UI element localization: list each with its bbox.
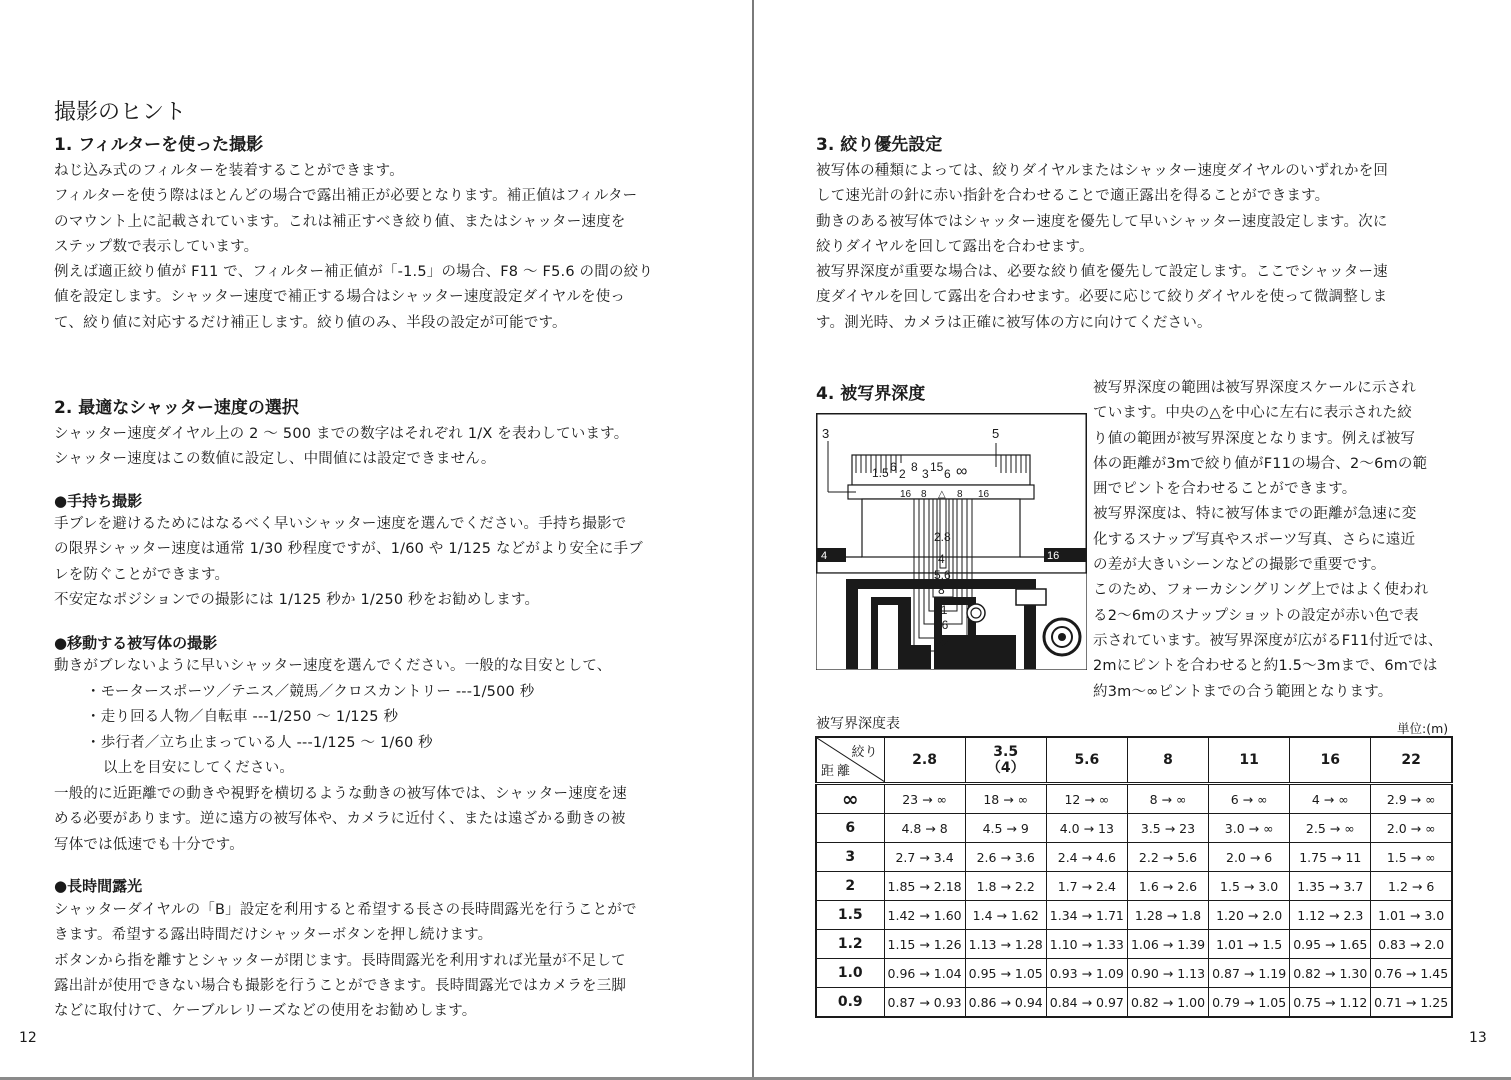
- text-line: 体の距離が3mで絞り値がF11の場合、2〜6mの範: [1093, 455, 1428, 472]
- ring-num-4: 8: [911, 460, 918, 474]
- text-line: める必要があります。逆に遠方の被写体や、カメラに近付く、または遠ざかる動きの被: [54, 811, 626, 828]
- text-line: ・モータースポーツ／テニス／競馬／クロスカントリー ---1/500 秒: [86, 684, 535, 700]
- section-1-body: [54, 159, 653, 336]
- table-unit: 単位:(m): [1397, 721, 1449, 736]
- distance-cell: 0.9: [816, 988, 884, 1018]
- dof-range-cell: 0.87 → 0.93: [884, 988, 965, 1018]
- dof-range-cell: 1.10 → 1.33: [1046, 930, 1127, 959]
- dof-range-cell: 1.4 → 1.62: [965, 901, 1046, 930]
- dof-range-cell: 1.15 → 1.26: [884, 930, 965, 959]
- text-line: 絞りダイヤルを回して露出を合わせます。: [816, 238, 1094, 255]
- dof-scale-2: 8: [921, 489, 927, 500]
- dof-range-cell: 0.71 → 1.25: [1371, 988, 1452, 1018]
- section-2-body: [54, 422, 628, 473]
- handheld-heading: ●手持ち撮影: [54, 492, 143, 510]
- aperture-header: 16: [1290, 737, 1371, 784]
- text-line: ・走り回る人物／自転車 ---1/250 〜 1/125 秒: [86, 709, 399, 726]
- ring-num-8: ∞: [956, 463, 968, 480]
- dof-range-cell: 0.86 → 0.94: [965, 988, 1046, 1018]
- side-mark-right: 16: [1047, 550, 1060, 562]
- corner-label-aperture: 絞り: [851, 745, 878, 760]
- dof-range-cell: 3.0 → ∞: [1209, 814, 1290, 843]
- dof-range-cell: 1.34 → 1.71: [1046, 901, 1127, 930]
- text-line: フィルターを使う際はほとんどの場合で露出補正が必要となります。補正値はフィルター: [54, 188, 638, 205]
- dof-range-cell: 0.79 → 1.05: [1209, 988, 1290, 1018]
- dof-range-cell: 8 → ∞: [1127, 784, 1208, 814]
- text-line: の差が大きいシーンなどの撮影で重要です。: [1093, 557, 1386, 574]
- left-page: [0, 0, 752, 1080]
- moving-body: [54, 782, 627, 858]
- dof-range-cell: 1.42 → 1.60: [884, 901, 965, 930]
- dof-range-cell: 0.95 → 1.65: [1290, 930, 1371, 959]
- text-line: る2〜6mのスナップショットの設定が赤い色で表: [1093, 607, 1419, 624]
- distance-cell: 6: [816, 814, 884, 843]
- text-line: ステップ数で表示しています。: [54, 238, 259, 255]
- text-line: 写体では低速でも十分です。: [54, 836, 244, 853]
- table-row: [816, 901, 1452, 930]
- dof-range-cell: 0.95 → 1.05: [965, 959, 1046, 988]
- text-line: 囲でピントを合わせることができます。: [1093, 481, 1357, 498]
- aperture-11: 11: [935, 603, 948, 617]
- table-row: [816, 988, 1452, 1018]
- text-line: 2mにピントを合わせると約1.5〜3mまで、6mでは: [1093, 658, 1438, 675]
- distance-cell: ∞: [816, 784, 884, 814]
- dof-range-cell: 1.13 → 1.28: [965, 930, 1046, 959]
- section-3-heading: 3. 絞り優先設定: [816, 135, 943, 155]
- dof-range-cell: 0.83 → 2.0: [1371, 930, 1452, 959]
- distance-cell: 1.0: [816, 959, 884, 988]
- corner-label-distance: 距離: [821, 764, 854, 779]
- text-line: シャッター速度ダイヤル上の 2 〜 500 までの数字はそれぞれ 1/X を表わしています。: [54, 426, 629, 442]
- aperture-header: 5.6: [1046, 737, 1127, 784]
- dof-range-cell: 1.8 → 2.2: [965, 872, 1046, 901]
- dof-range-cell: 1.7 → 2.4: [1046, 872, 1127, 901]
- table-header-row: [816, 737, 1452, 784]
- dof-range-cell: 2.5 → ∞: [1290, 814, 1371, 843]
- section-2-heading: 2. 最適なシャッター速度の選択: [54, 398, 299, 418]
- aperture-header-main: 3.5: [993, 744, 1019, 760]
- long-exposure-heading: ●長時間露光: [54, 877, 143, 895]
- dof-range-cell: 1.20 → 2.0: [1209, 901, 1290, 930]
- moving-bullets: [86, 680, 534, 756]
- aperture-header: [965, 737, 1046, 784]
- dof-range-cell: 3.5 → 23: [1127, 814, 1208, 843]
- dof-range-cell: 0.96 → 1.04: [884, 959, 965, 988]
- dof-range-cell: 0.76 → 1.45: [1371, 959, 1452, 988]
- dof-range-cell: 1.85 → 2.18: [884, 872, 965, 901]
- side-mark-left: 4: [821, 550, 828, 562]
- dof-range-cell: 0.84 → 0.97: [1046, 988, 1127, 1018]
- dof-range-cell: 23 → ∞: [884, 784, 965, 814]
- table-row: [816, 814, 1452, 843]
- text-line: 被写体の種類によっては、絞りダイヤルまたはシャッター速度ダイヤルのいずれかを回: [816, 163, 1389, 179]
- text-line: シャッターダイヤルの「B」設定を利用すると希望する長さの長時間露光を行うことがで: [54, 902, 637, 918]
- handheld-body: [54, 512, 643, 613]
- dof-range-cell: 1.6 → 2.6: [1127, 872, 1208, 901]
- distance-cell: 3: [816, 843, 884, 872]
- depth-of-field-table: [815, 736, 1453, 1018]
- distance-cell: 1.2: [816, 930, 884, 959]
- text-line: のマウント上に記載されています。これは補正すべき絞り値、またはシャッター速度を: [54, 213, 626, 230]
- ring-num-2: 6: [890, 460, 897, 474]
- moving-bullet-tail: 以上を目安にしてください。: [103, 760, 295, 776]
- dof-range-cell: 18 → ∞: [965, 784, 1046, 814]
- text-line: 被写界深度の範囲は被写界深度スケールに示され: [1093, 380, 1417, 396]
- table-body: [816, 784, 1452, 1018]
- aperture-4: 4: [938, 552, 945, 566]
- aperture-header: 11: [1209, 737, 1290, 784]
- dof-scale-figure: [816, 413, 1087, 670]
- aperture-56: 5.6: [934, 568, 951, 582]
- aperture-header: 22: [1371, 737, 1452, 784]
- dof-range-cell: 0.93 → 1.09: [1046, 959, 1127, 988]
- aperture-16: 16: [935, 618, 949, 632]
- text-line: レを防ぐことができます。: [54, 566, 230, 583]
- table-row: [816, 784, 1452, 814]
- dof-range-cell: 1.01 → 3.0: [1371, 901, 1452, 930]
- text-line: 度ダイヤルを回して露出を合わせます。必要に応じて絞りダイヤルを使って微調整しま: [816, 289, 1388, 306]
- aperture-header: 2.8: [884, 737, 965, 784]
- callout-5: 5: [992, 426, 1000, 441]
- text-line: して速光計の針に赤い指針を合わせることで適正露出を得ることができます。: [816, 188, 1330, 205]
- text-line: ・歩行者／立ち止まっている人 ---1/125 〜 1/60 秒: [86, 734, 433, 751]
- dof-range-cell: 0.82 → 1.30: [1290, 959, 1371, 988]
- dof-scale-4: 8: [957, 489, 963, 500]
- text-line: 約3m〜∞ピントまでの合う範囲となります。: [1093, 683, 1393, 700]
- dof-range-cell: 4 → ∞: [1290, 784, 1371, 814]
- dof-scale-3: △: [938, 489, 946, 500]
- dof-range-cell: 12 → ∞: [1046, 784, 1127, 814]
- ring-num-1: 1.5: [872, 466, 889, 480]
- dof-range-cell: 1.06 → 1.39: [1127, 930, 1208, 959]
- text-line: 被写界深度が重要な場合は、必要な絞り値を優先して設定します。ここでシャッター速: [816, 264, 1388, 281]
- aperture-header: 8: [1127, 737, 1208, 784]
- dof-range-cell: 2.7 → 3.4: [884, 843, 965, 872]
- dof-range-cell: 1.75 → 11: [1290, 843, 1371, 872]
- dof-range-cell: 1.5 → ∞: [1371, 843, 1452, 872]
- moving-heading: ●移動する被写体の撮影: [54, 634, 218, 652]
- dof-range-cell: 1.01 → 1.5: [1209, 930, 1290, 959]
- text-line: 手ブレを避けるためにはなるべく早いシャッター速度を選んでください。手持ち撮影で: [54, 516, 627, 532]
- text-line: て、絞り値に対応するだけ補正します。絞り値のみ、半段の設定が可能です。: [54, 314, 567, 331]
- dof-range-cell: 6 → ∞: [1209, 784, 1290, 814]
- aperture-22: 22: [935, 636, 949, 650]
- aperture-28: 2.8: [934, 530, 951, 544]
- dof-range-cell: 0.90 → 1.13: [1127, 959, 1208, 988]
- dof-range-cell: 2.6 → 3.6: [965, 843, 1046, 872]
- table-row: [816, 872, 1452, 901]
- dof-range-cell: 0.87 → 1.19: [1209, 959, 1290, 988]
- moving-intro: 動きがブレないように早いシャッター速度を選んでください。一般的な目安として、: [54, 658, 612, 674]
- dof-range-cell: 2.2 → 5.6: [1127, 843, 1208, 872]
- table-corner-cell: [816, 737, 884, 784]
- table-row: [816, 959, 1452, 988]
- dof-range-cell: 1.35 → 3.7: [1290, 872, 1371, 901]
- dof-range-cell: 2.9 → ∞: [1371, 784, 1452, 814]
- text-line: ねじ込み式のフィルターを装着することができます。: [54, 163, 404, 179]
- table-row: [816, 930, 1452, 959]
- table-caption: 被写界深度表: [816, 716, 900, 732]
- text-line: 露出計が使用できない場合も撮影を行うことができます。長時間露光ではカメラを三脚: [54, 977, 627, 994]
- page-title: 撮影のヒント: [54, 100, 187, 125]
- dof-range-cell: 2.0 → ∞: [1371, 814, 1452, 843]
- section-3-body: [816, 159, 1388, 336]
- aperture-header-sub: （4）: [986, 760, 1025, 776]
- text-line: 示されています。被写界深度が広がるF11付近では、: [1093, 632, 1443, 649]
- callout-3: 3: [822, 426, 830, 441]
- text-line: 被写界深度は、特に被写体までの距離が急速に変: [1093, 506, 1417, 523]
- text-line: 例えば適正絞り値が F11 で、フィルター補正値が「-1.5」の場合、F8 〜 F5.6 の間の絞り: [54, 264, 654, 281]
- aperture-8: 8: [938, 583, 945, 597]
- distance-cell: 1.5: [816, 901, 884, 930]
- text-line: 不安定なポジションでの撮影には 1/125 秒か 1/250 秒をお勧めします。: [54, 591, 540, 608]
- ring-num-6: 15: [930, 460, 944, 474]
- text-line: の限界シャッター速度は通常 1/30 秒程度ですが、1/60 や 1/125 などがより安全に手ブ: [54, 541, 643, 558]
- section-4-body: [1093, 376, 1443, 705]
- text-line: り値の範囲が被写界深度となります。例えば被写: [1093, 430, 1416, 447]
- text-line: す。測光時、カメラは正確に被写体の方に向けてください。: [816, 314, 1212, 331]
- text-line: 一般的に近距離での動きや視野を横切るような動きの被写体では、シャッター速度を速: [54, 786, 628, 802]
- ring-num-7: 6: [944, 467, 951, 481]
- text-line: ています。中央の△を中心に左右に表示された絞: [1093, 405, 1412, 422]
- dof-range-cell: 4.5 → 9: [965, 814, 1046, 843]
- right-page: [754, 0, 1511, 1080]
- section-1-heading: 1. フィルターを使った撮影: [54, 135, 264, 155]
- dof-range-cell: 0.75 → 1.12: [1290, 988, 1371, 1018]
- text-line: ボタンから指を離すとシャッターが閉じます。長時間露光を利用すれば光量が不足して: [54, 952, 626, 969]
- dof-range-cell: 1.28 → 1.8: [1127, 901, 1208, 930]
- dof-range-cell: 2.4 → 4.6: [1046, 843, 1127, 872]
- ring-num-3: 2: [899, 467, 906, 481]
- dof-scale-5: 16: [978, 489, 990, 500]
- section-4-heading: 4. 被写界深度: [816, 384, 926, 404]
- long-exposure-body: [54, 898, 637, 1024]
- dof-range-cell: 1.12 → 2.3: [1290, 901, 1371, 930]
- dof-range-cell: 0.82 → 1.00: [1127, 988, 1208, 1018]
- text-line: きます。希望する露出時間だけシャッターボタンを押し続けます。: [54, 927, 493, 944]
- distance-cell: 2: [816, 872, 884, 901]
- dof-range-cell: 2.0 → 6: [1209, 843, 1290, 872]
- text-line: 化するスナップ写真やスポーツ写真、さらに遠近: [1093, 531, 1416, 548]
- dof-range-cell: 1.5 → 3.0: [1209, 872, 1290, 901]
- page-number-left: 12: [19, 1030, 37, 1046]
- text-line: などに取付けて、ケーブルレリーズなどの使用をお勧めします。: [54, 1003, 477, 1020]
- ring-num-5: 3: [922, 467, 929, 481]
- text-line: 動きのある被写体ではシャッター速度を優先して早いシャッター速度設定します。次に: [816, 213, 1388, 230]
- table-row: [816, 843, 1452, 872]
- page-number-right: 13: [1469, 1030, 1487, 1046]
- text-line: このため、フォーカシングリング上ではよく使われ: [1093, 582, 1429, 599]
- text-line: シャッター速度はこの数値に設定し、中間値には設定できません。: [54, 451, 496, 468]
- dof-range-cell: 4.0 → 13: [1046, 814, 1127, 843]
- dof-scale-1: 16: [900, 489, 912, 500]
- text-line: 値を設定します。シャッター速度で補正する場合はシャッター速度設定ダイヤルを使っ: [54, 289, 626, 306]
- dof-range-cell: 4.8 → 8: [884, 814, 965, 843]
- dof-range-cell: 1.2 → 6: [1371, 872, 1452, 901]
